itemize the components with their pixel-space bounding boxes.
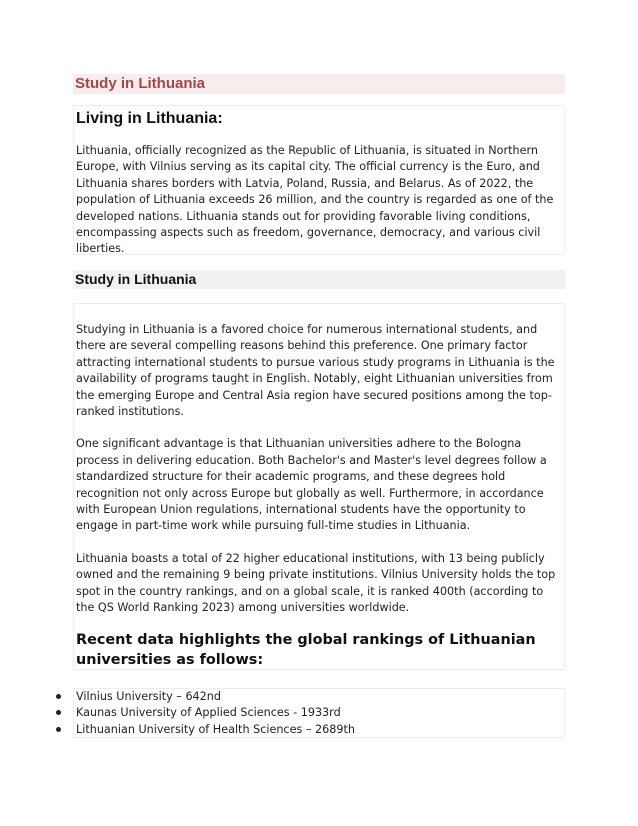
living-heading: Living in Lithuania:	[76, 110, 223, 127]
living-paragraph: Lithuania, officially recognized as the Republic of Lithuania, is situated in Northern Europe, with Vilnius serving as its capital city. The official currency is the Euro, and Lithuania shares borders with Latvia, Poland, Russia, and Belarus. As of 2022, the population of Lithuania exceeds 26 million, and the country is regarded as one of the developed nations. Lithuania stands out for providing favorable living conditions, encompassing aspects such as freedom, governance, democracy, and various civil liberties.	[76, 144, 554, 256]
bullet-icon	[56, 710, 61, 715]
list-item	[74, 705, 564, 721]
study-paragraph-1: Studying in Lithuania is a favored choice for numerous international students, and there are several compelling reasons behind this preference. One primary factor attracting international students to pursue various study programs in Lithuania is the availability of programs taught in English. Notably, eight Lithuanian universities from the emerging Europe and Central Asia region have secured positions among the top-ranked institutions.	[76, 323, 555, 419]
list-item	[74, 689, 564, 705]
rankings-heading: Recent data highlights the global rankings of Lithuanian universities as follows:	[76, 631, 536, 668]
rankings-list-box	[73, 688, 565, 738]
bullet-icon	[56, 727, 61, 732]
study-paragraph-3: Lithuania boasts a total of 22 higher educational institutions, with 13 being publicly owned and the remaining 9 being private institutions. Vilnius University holds the top spot in the country rankings, and on a global scale, it is ranked 400th (according to the QS World Ranking 2023) among universities worldwide.	[76, 551, 556, 615]
study-paragraph-2: One significant advantage is that Lithuanian universities adhere to the Bologna process in delivering education. Both Bachelor's and Master's level degrees follow a standardized structure for their academic programs, and these degrees hold recognition not only across Europe but globally as well. Furthermore, in accordance with European Union regulations, international students have the opportunity to engage in part-time work while pursuing full-time studies in Lithuania.	[76, 437, 547, 533]
ranking-text: Vilnius University – 642nd	[76, 690, 221, 703]
ranking-text: Lithuanian University of Health Sciences – 2689th	[76, 722, 355, 736]
study-heading: Study in Lithuania	[73, 270, 565, 289]
list-item	[74, 722, 564, 738]
living-section	[73, 105, 565, 255]
study-section	[73, 303, 565, 670]
page-title: Study in Lithuania	[73, 74, 565, 94]
ranking-text: Kaunas University of Applied Sciences - 1933rd	[76, 706, 341, 720]
rankings-list	[74, 689, 564, 738]
bullet-icon	[56, 694, 61, 699]
